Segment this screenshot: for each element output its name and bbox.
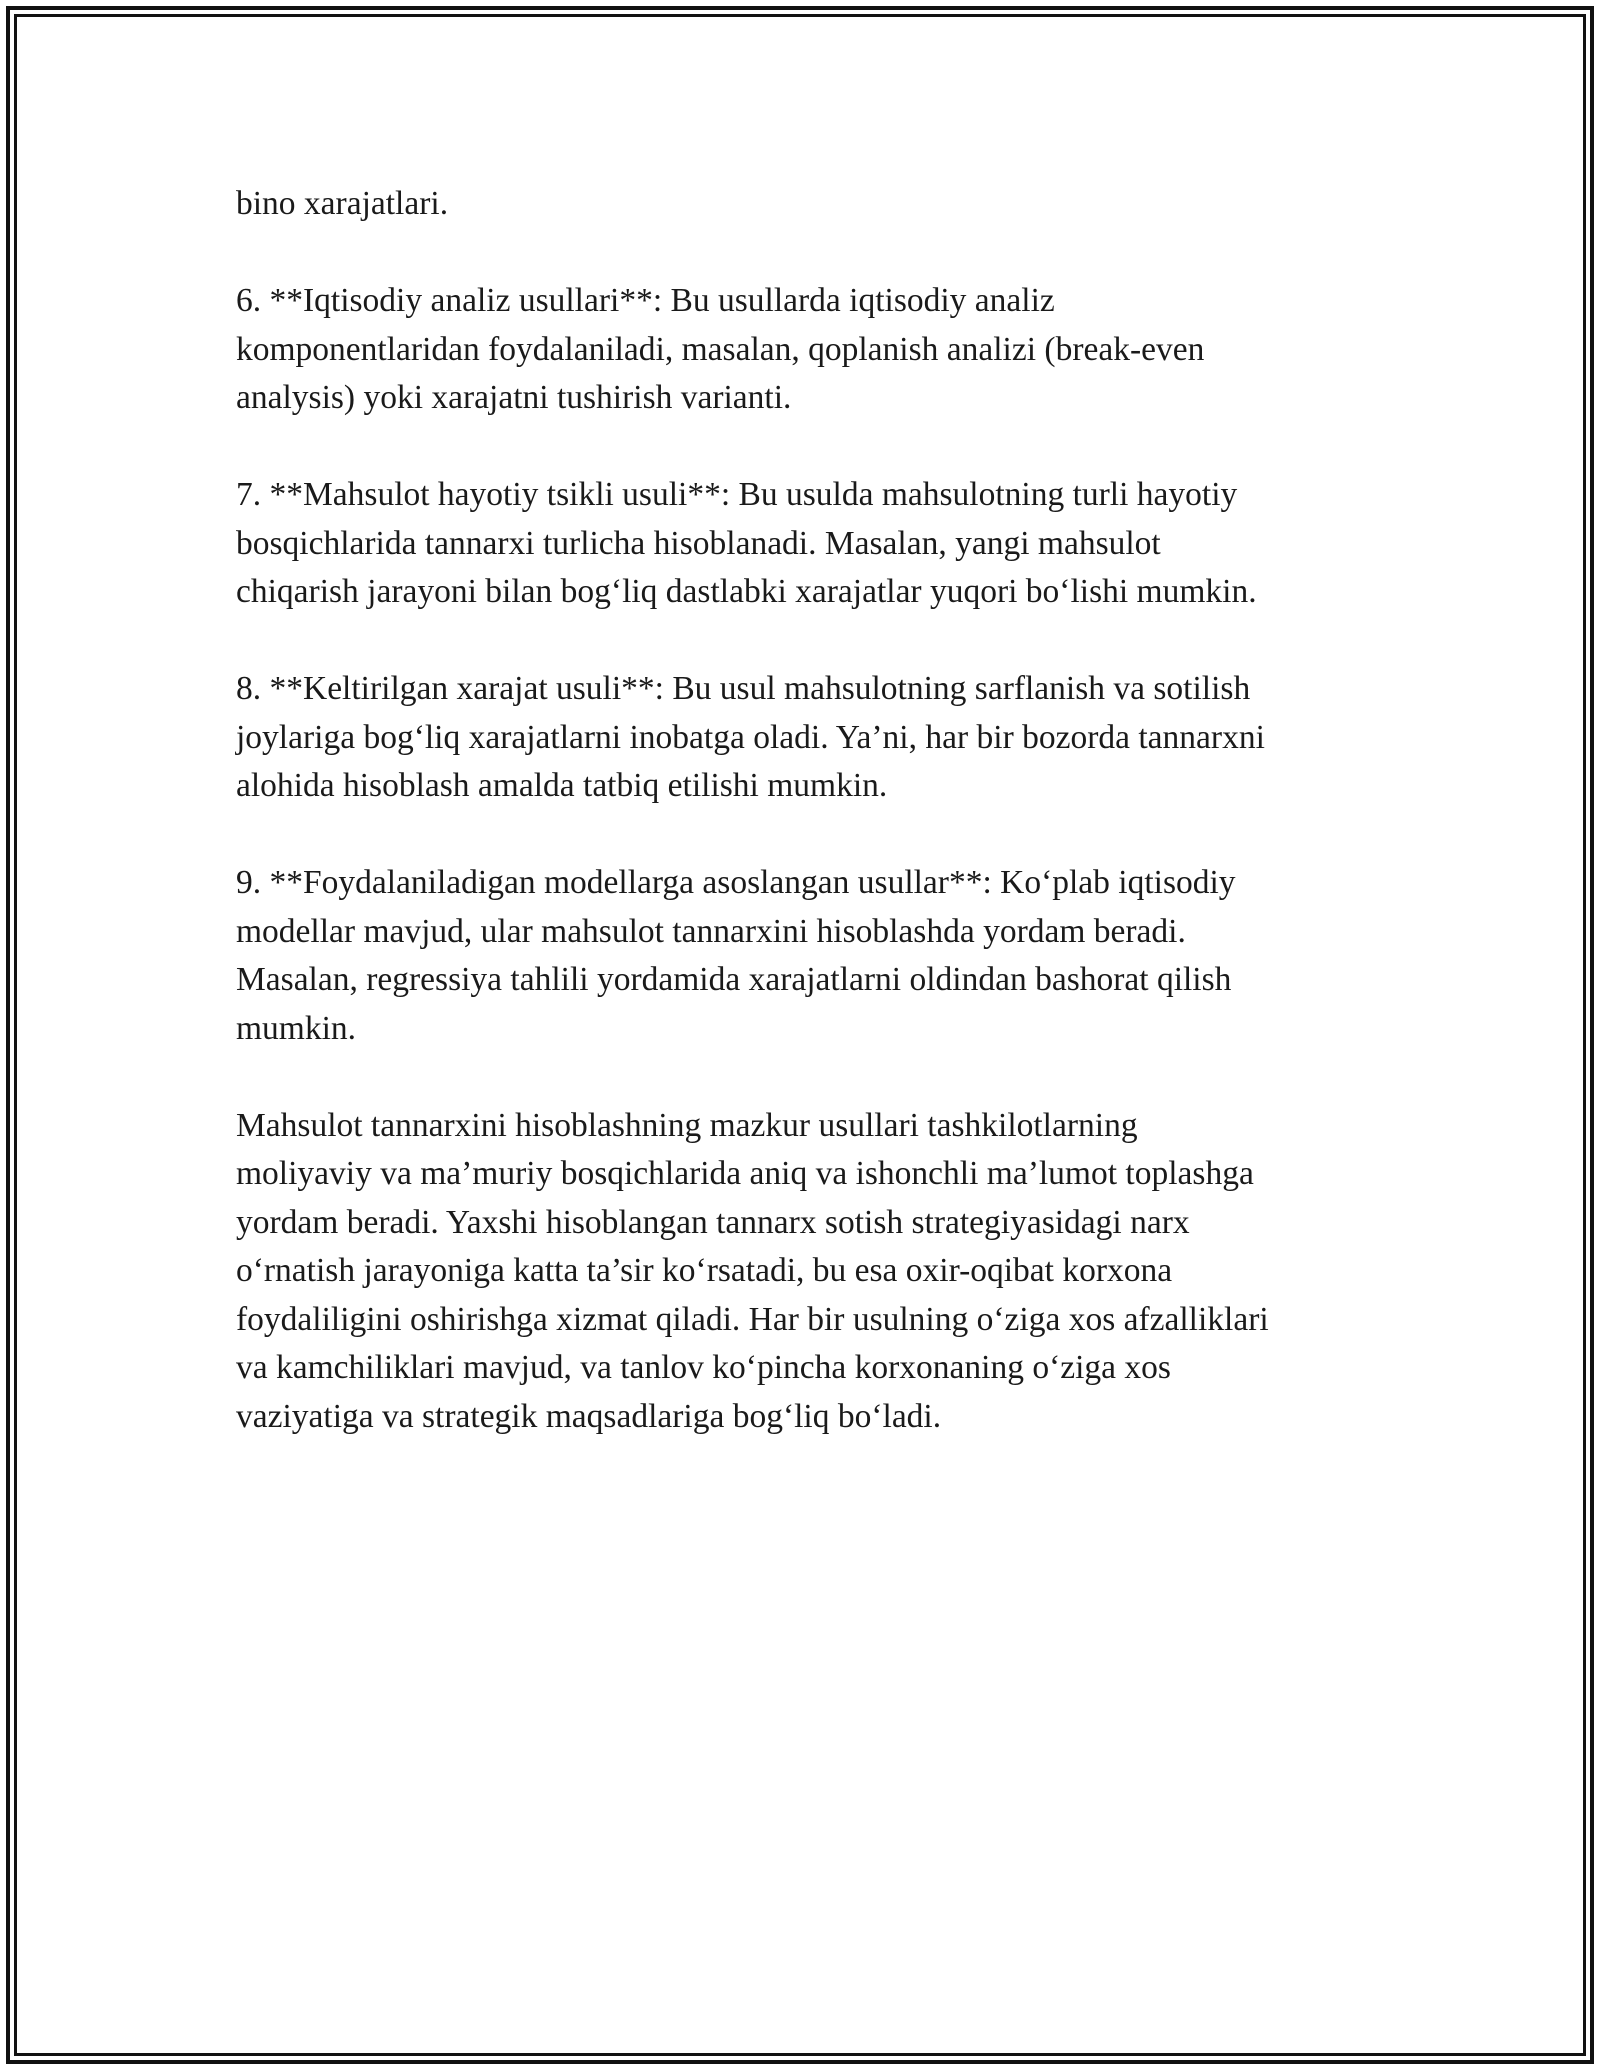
text-line: Mahsulot tannarxini hisoblashning mazkur usullari tashkilotlarning (236, 1106, 1138, 1144)
text-line: 9. **Foydalaniladigan modellarga asoslangan usullar**: Ko‘plab iqtisodiy (236, 864, 1236, 901)
document-body (236, 180, 1386, 1490)
list-item-6 (236, 277, 1386, 423)
text-line: chiqarish jarayoni bilan bog‘liq dastlabki xarajatlar yuqori bo‘lishi mumkin. (236, 573, 1257, 610)
text-line: komponentlaridan foydalaniladi, masalan, qoplanish analizi (break-even (236, 330, 1205, 368)
text-line: va kamchiliklari mavjud, va tanlov ko‘pincha korxonaning o‘ziga xos (236, 1349, 1171, 1386)
list-item-9 (236, 859, 1386, 1053)
text-line: o‘rnatish jarayoniga katta ta’sir ko‘rsatadi, bu esa oxir-oqibat korxona (236, 1252, 1173, 1289)
list-item-8 (236, 665, 1386, 811)
paragraph-conclusion (236, 1102, 1386, 1442)
text-line: analysis) yoki xarajatni tushirish varianti. (236, 379, 792, 416)
text-line: 7. **Mahsulot hayotiy tsikli usuli**: Bu usulda mahsulotning turli hayotiy (236, 476, 1238, 513)
text-line: alohida hisoblash amalda tatbiq etilishi mumkin. (236, 767, 888, 804)
text-line: bino xarajatlari. (236, 185, 449, 222)
text-line: 6. **Iqtisodiy analiz usullari**: Bu usullarda iqtisodiy analiz (236, 282, 1055, 319)
text-line: bosqichlarida tannarxi turlicha hisoblanadi. Masalan, yangi mahsulot (236, 524, 1161, 562)
text-line: vaziyatiga va strategik maqsadlariga bog‘liq bo‘ladi. (236, 1397, 942, 1435)
text-line: foydaliligini oshirishga xizmat qiladi. Har bir usulning o‘ziga xos afzalliklari (236, 1300, 1269, 1338)
paragraph-continuation (236, 180, 1386, 229)
list-item-7 (236, 471, 1386, 617)
text-line: modellar mavjud, ular mahsulot tannarxini hisoblashda yordam beradi. (236, 912, 1186, 950)
text-line: Masalan, regressiya tahlili yordamida xarajatlarni oldindan bashorat qilish (236, 961, 1232, 998)
text-line: yordam beradi. Yaxshi hisoblangan tannarx sotish strategiyasidagi narx (236, 1203, 1190, 1241)
text-line: joylariga bog‘liq xarajatlarni inobatga oladi. Ya’ni, har bir bozorda tannarxni (236, 718, 1265, 756)
text-line: moliyaviy va ma’muriy bosqichlarida aniq va ishonchli ma’lumot toplashga (236, 1155, 1254, 1192)
text-line: mumkin. (236, 1009, 357, 1047)
text-line: 8. **Keltirilgan xarajat usuli**: Bu usul mahsulotning sarflanish va sotilish (236, 670, 1251, 707)
